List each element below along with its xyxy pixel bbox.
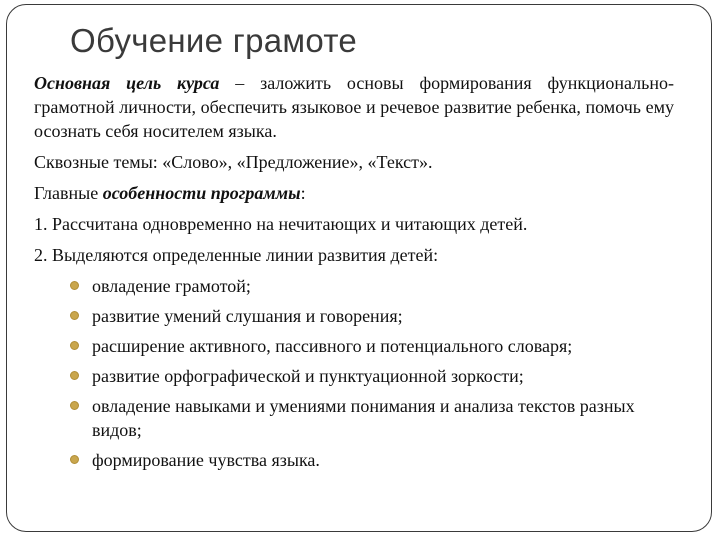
features-suffix: :	[300, 183, 306, 203]
bullet-icon	[70, 341, 79, 350]
list-item	[92, 394, 674, 442]
course-goal-text: – заложить основы формирования функционально-грамотной личности, обеспечить языковое и речевое развитие ребенка, помочь ему осознать себя носителем языка.	[34, 73, 674, 141]
list-item-text: овладение навыками и умениями понимания и анализа текстов разных видов;	[92, 396, 635, 440]
features-emphasis: особенности программы	[102, 183, 301, 203]
list-item-text: расширение активного, пассивного и потенциального словаря;	[92, 336, 573, 356]
development-lines-list	[34, 274, 674, 472]
bullet-icon	[70, 401, 79, 410]
features-prefix: Главные	[34, 183, 103, 203]
bullet-icon	[70, 455, 79, 464]
bullet-icon	[70, 311, 79, 320]
list-item-text: овладение грамотой;	[92, 276, 251, 296]
list-item-text: формирование чувства языка.	[92, 450, 320, 470]
list-item-text: развитие орфографической и пунктуационной зоркости;	[92, 366, 524, 386]
program-features-heading	[34, 181, 674, 205]
bullet-icon	[70, 281, 79, 290]
list-item-text: развитие умений слушания и говорения;	[92, 306, 403, 326]
list-item	[92, 364, 674, 388]
course-goal-paragraph	[34, 71, 674, 143]
cross-cutting-themes: Сквозные темы: «Слово», «Предложение», «Текст».	[34, 152, 433, 172]
list-item	[92, 448, 674, 472]
slide-title: Обучение грамоте	[70, 22, 358, 59]
list-item	[92, 274, 674, 298]
bullet-icon	[70, 371, 79, 380]
list-item	[92, 304, 674, 328]
course-goal-label: Основная цель курса	[34, 73, 220, 93]
feature-point-1: 1. Рассчитана одновременно на нечитающих и читающих детей.	[34, 214, 528, 234]
feature-point-2: 2. Выделяются определенные линии развития детей:	[34, 245, 439, 265]
list-item	[92, 334, 674, 358]
slide-content	[34, 71, 674, 478]
